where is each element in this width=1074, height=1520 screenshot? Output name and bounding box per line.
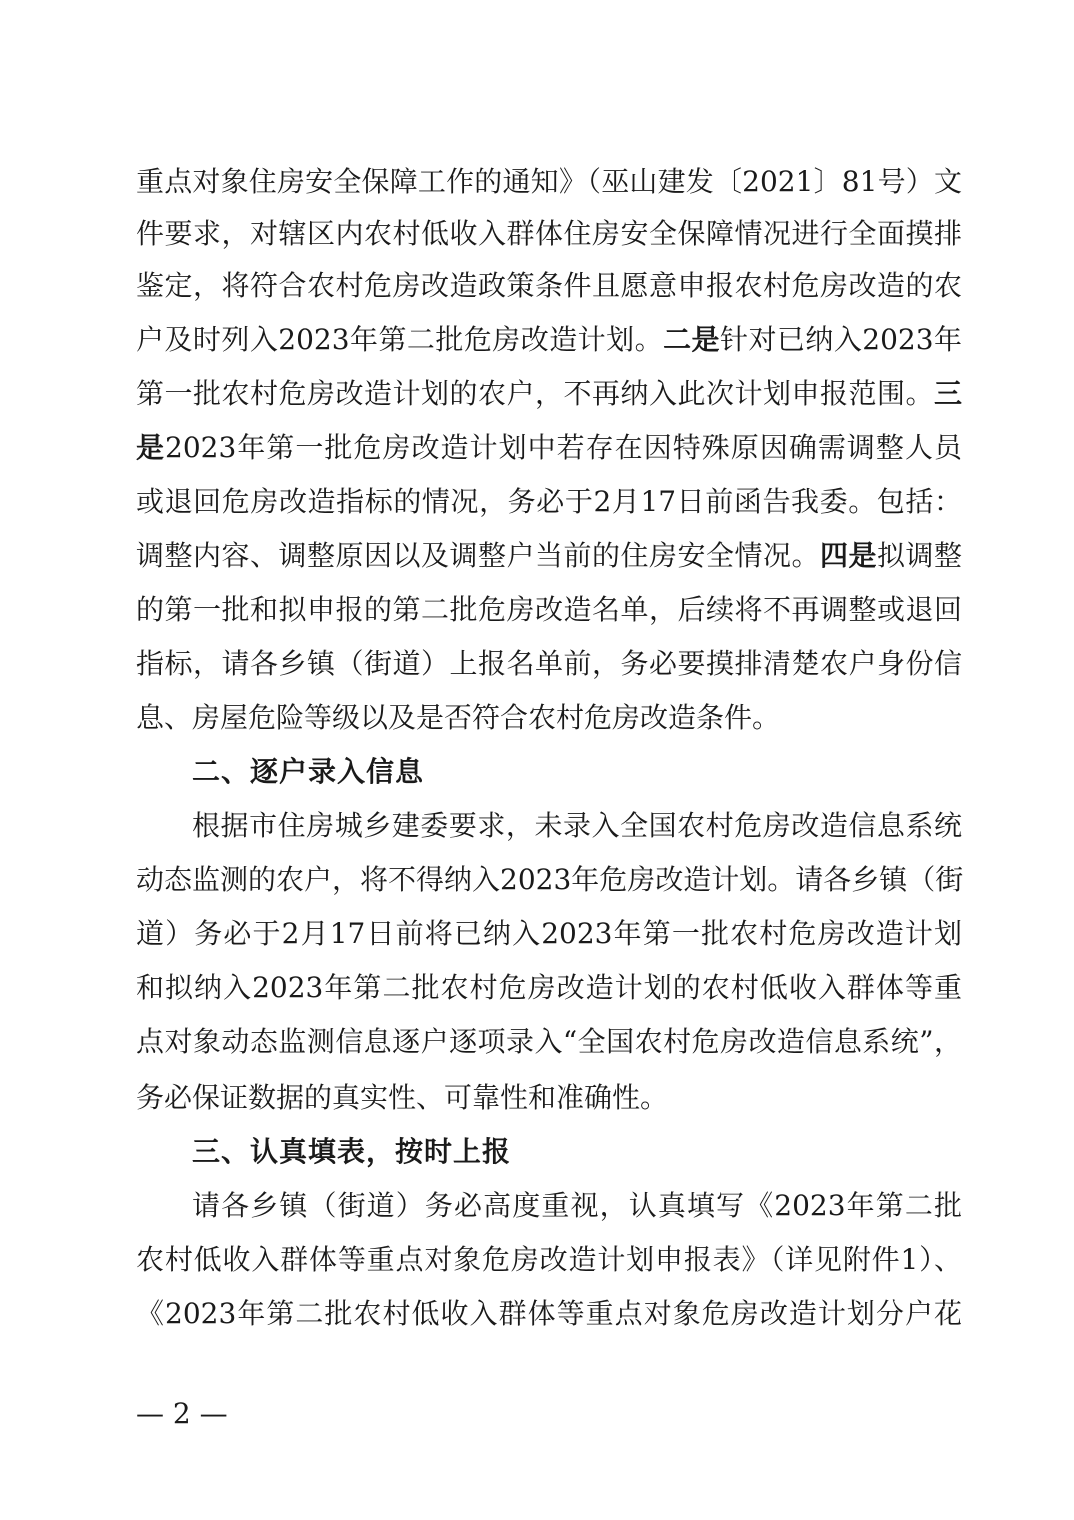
text-run: 第一批农村危房改造计划的农户，不再纳入此次计划申报范围。 xyxy=(136,377,934,410)
body-text-line: 农村低收入群体等重点对象危房改造计划申报表》（详见附件1）、 xyxy=(136,1243,962,1276)
body-text-line: 指标，请各乡镇（街道）上报名单前，务必要摸排清楚农户身份信 xyxy=(136,647,962,680)
body-text-line: 或退回危房改造指标的情况，务必于2月17日前函告我委。包括： xyxy=(136,485,962,518)
body-text-line: 重点对象住房安全保障工作的通知》（巫山建发〔2021〕81号）文 xyxy=(136,165,962,198)
body-text-line: 道）务必于2月17日前将已纳入2023年第一批农村危房改造计划 xyxy=(136,917,962,950)
text-run: 调整内容、调整原因以及调整户当前的住房安全情况。 xyxy=(136,539,820,572)
text-run: 2023年第一批危房改造计划中若存在因特殊原因确需调整人员 xyxy=(165,431,962,464)
section-heading: 二、逐户录入信息 xyxy=(192,755,425,788)
text-run: 户及时列入2023年第二批危房改造计划。 xyxy=(136,323,664,356)
body-text-line: 《2023年第二批农村低收入群体等重点对象危房改造计划分户花 xyxy=(136,1297,962,1330)
body-text-line: 动态监测的农户，将不得纳入2023年危房改造计划。请各乡镇（街 xyxy=(136,863,964,896)
body-text-line: 请各乡镇（街道）务必高度重视，认真填写《2023年第二批 xyxy=(192,1189,962,1222)
body-text-line: 根据市住房城乡建委要求，未录入全国农村危房改造信息系统 xyxy=(192,809,962,842)
body-text-line: 息、房屋危险等级以及是否符合农村危房改造条件。 xyxy=(136,701,781,734)
body-text-line xyxy=(136,320,962,360)
body-text-line xyxy=(136,428,962,468)
body-text-line: 点对象动态监测信息逐户逐项录入“全国农村危房改造信息系统”， xyxy=(136,1025,962,1058)
body-text-line: 和拟纳入2023年第二批农村危房改造计划的农村低收入群体等重 xyxy=(136,971,962,1004)
text-run: 拟调整 xyxy=(876,539,962,572)
emphasis-label: 二是 xyxy=(663,323,720,356)
emphasis-label: 是 xyxy=(136,431,166,464)
page-number: — 2 — xyxy=(136,1397,228,1430)
body-text-line: 鉴定，将符合农村危房改造政策条件且愿意申报农村危房改造的农 xyxy=(136,269,962,302)
body-text-line: 的第一批和拟申报的第二批危房改造名单，后续将不再调整或退回 xyxy=(136,593,962,626)
section-heading: 三、认真填表，按时上报 xyxy=(192,1135,512,1168)
body-text-line: 务必保证数据的真实性、可靠性和准确性。 xyxy=(136,1081,669,1114)
text-run: 针对已纳入2023年 xyxy=(719,323,962,356)
emphasis-label: 四是 xyxy=(819,539,877,572)
body-text-line: 件要求，对辖区内农村低收入群体住房安全保障情况进行全面摸排 xyxy=(136,217,962,250)
emphasis-label: 三 xyxy=(933,377,962,410)
body-text-line xyxy=(136,536,962,576)
body-text-line xyxy=(136,374,962,414)
